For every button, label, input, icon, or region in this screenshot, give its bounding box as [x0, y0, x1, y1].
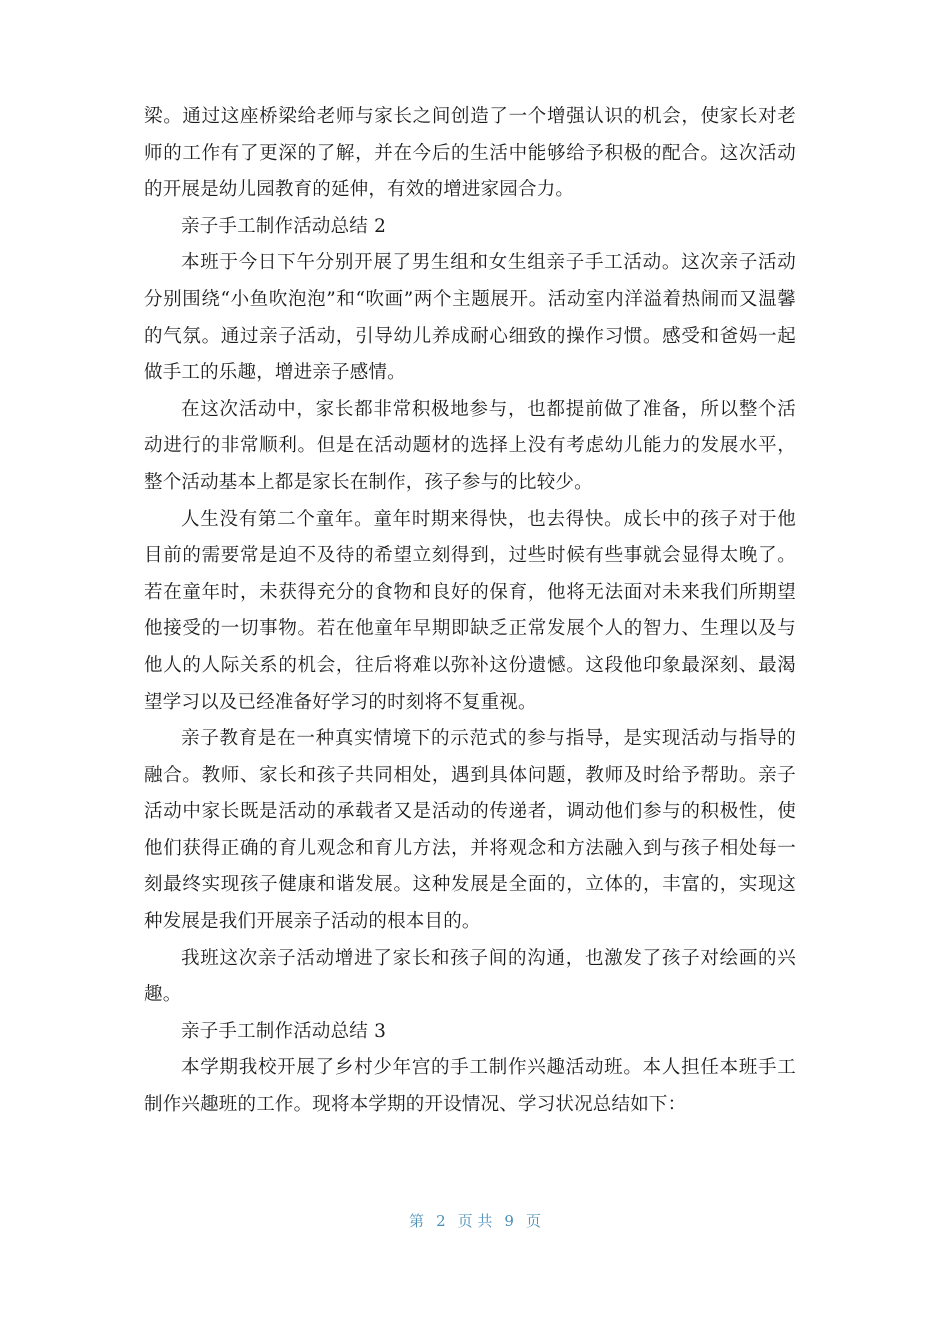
- page-footer: [0, 1211, 950, 1231]
- paragraph: 亲子教育是在一种真实情境下的示范式的参与指导，是实现活动与指导的融合。教师、家长和孩子共同相处，遇到具体问题，教师及时给予帮助。亲子活动中家长既是活动的承载者又是活动的传递者，调动他们参与的积极性，使他们获得正确的育儿观念和育儿方法，并将观念和方法融入到与孩子相处每一刻最终实现孩子健康和谐发展。这种发展是全面的，立体的，丰富的，实现这种发展是我们开展亲子活动的根本目的。: [144, 728, 796, 933]
- paragraph: 本班于今日下午分别开展了男生组和女生组亲子手工活动。这次亲子活动分别围绕“小鱼吹泡泡”和“吹画”两个主题展开。活动室内洋溢着热闹而又温馨的气氛。通过亲子活动，引导幼儿养成耐心细致的操作习惯。感受和爸妈一起做手工的乐趣，增进亲子感情。: [144, 252, 796, 384]
- paragraph: 本学期我校开展了乡村少年宫的手工制作兴趣活动班。本人担任本班手工制作兴趣班的工作。现将本学期的开设情况、学习状况总结如下：: [144, 1057, 796, 1116]
- footer-prefix: 第: [409, 1212, 425, 1230]
- footer-current-page: 2: [436, 1212, 446, 1230]
- footer-suffix: 页: [525, 1212, 541, 1230]
- paragraph: 人生没有第二个童年。童年时期来得快，也去得快。成长中的孩子对于他目前的需要常是迫不及待的希望立刻得到，过些时候有些事就会显得太晚了。若在童年时，未获得充分的食物和良好的保育，他将无法面对未来我们所期望他接受的一切事物。若在他童年早期即缺乏正常发展个人的智力、生理以及与他人的人际关系的机会，往后将难以弥补这份遗憾。这段他印象最深刻、最渴望学习以及已经准备好学习的时刻将不复重视。: [144, 508, 796, 713]
- paragraph: 我班这次亲子活动增进了家长和孩子间的沟通，也激发了孩子对绘画的兴趣。: [144, 947, 796, 1006]
- paragraph: 在这次活动中，家长都非常积极地参与，也都提前做了准备，所以整个活动进行的非常顺利。但是在活动题材的选择上没有考虑幼儿能力的发展水平，整个活动基本上都是家长在制作，孩子参与的比较少。: [144, 398, 796, 493]
- footer-total-pages: 9: [504, 1212, 514, 1230]
- section-heading-2: 亲子手工制作活动总结 2: [181, 215, 387, 237]
- paragraph-continuation: 梁。通过这座桥梁给老师与家长之间创造了一个增强认识的机会，使家长对老师的工作有了更深的了解，并在今后的生活中能够给予积极的配合。这次活动的开展是幼儿园教育的延伸，有效的增进家园合力。: [144, 106, 796, 201]
- document-body: [144, 99, 796, 1124]
- section-heading-3: 亲子手工制作活动总结 3: [181, 1020, 387, 1042]
- footer-middle: 页 共: [457, 1212, 493, 1230]
